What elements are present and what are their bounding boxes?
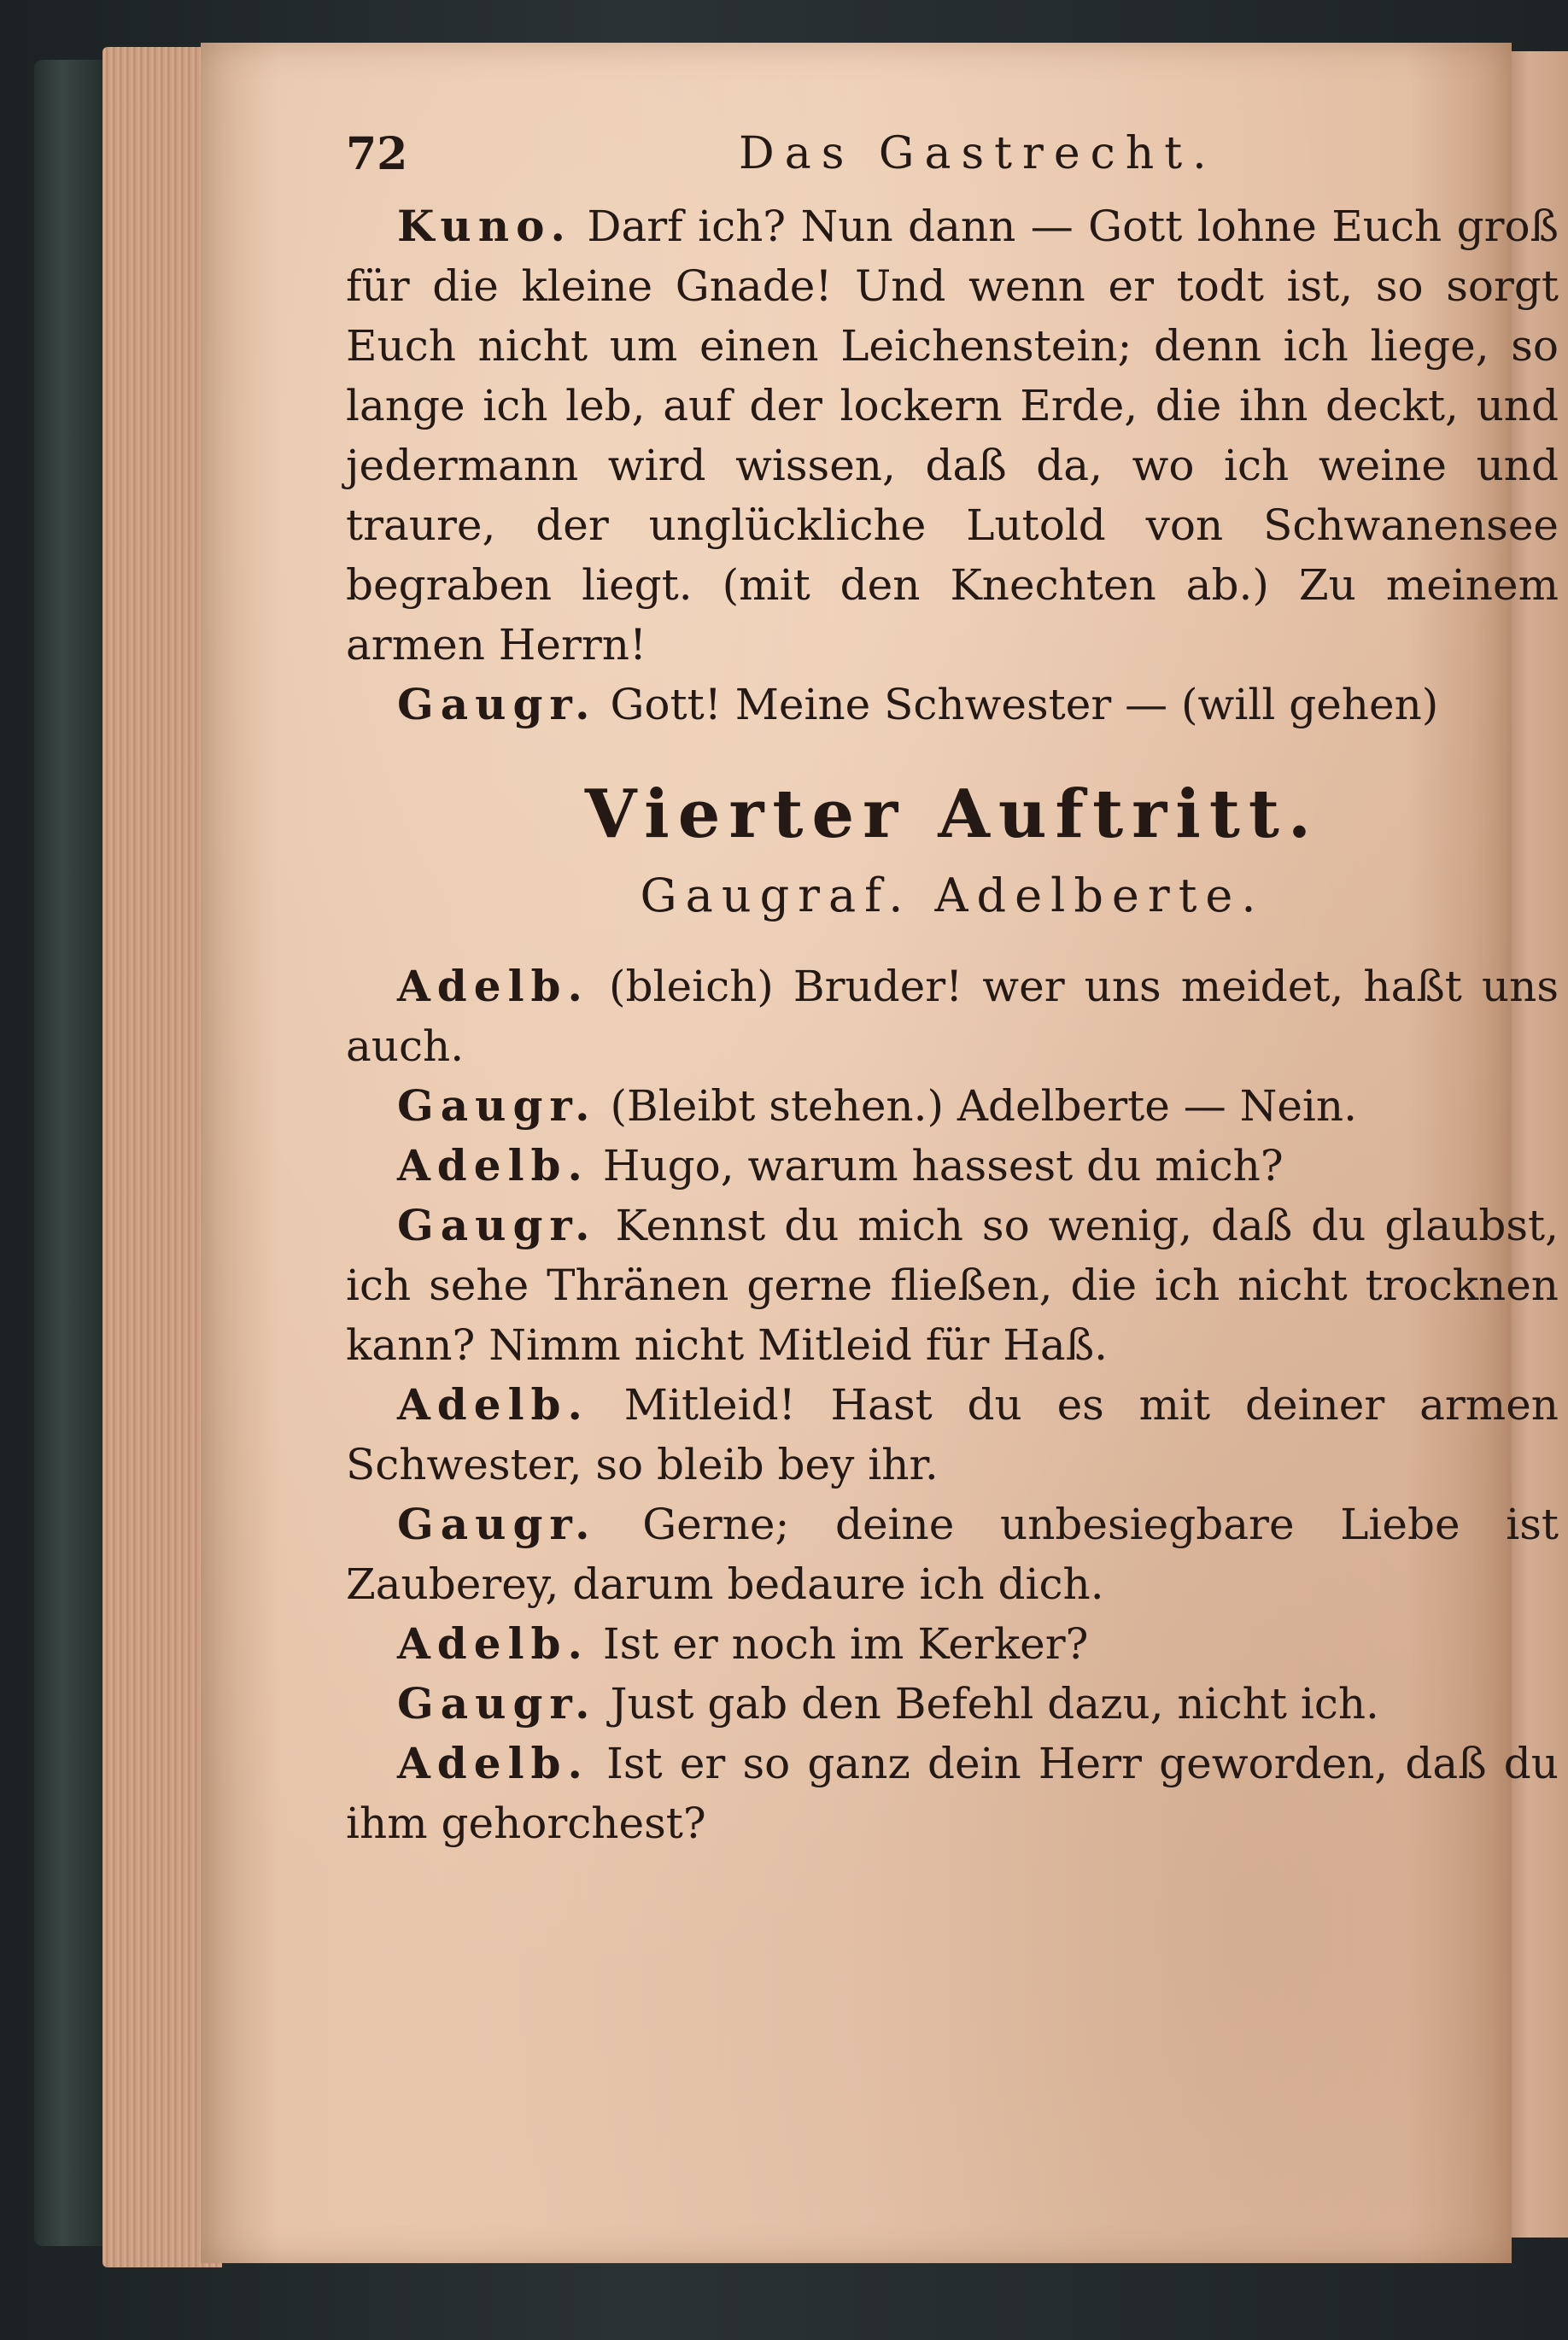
dialogue-paragraph xyxy=(346,675,1559,734)
speaker-name: Adelb. xyxy=(397,961,589,1011)
speaker-name: Gaugr. xyxy=(397,1080,597,1131)
scene-cast: Gaugraf. Adelberte. xyxy=(640,869,1265,922)
dialogue-text: Gerne; deine unbesiegbare Liebe ist Zauberey, darum bedaure ich dich. xyxy=(346,1500,1559,1609)
page-header xyxy=(346,94,1559,196)
dialogue-text: Gott! Meine Schwester — (will gehen) xyxy=(596,680,1439,729)
dialogue-paragraph xyxy=(346,1076,1559,1136)
book-page xyxy=(201,43,1559,2263)
speaker-name: Gaugr. xyxy=(397,679,597,729)
dialogue-text: Kennst du mich so wenig, daß du glaubst, ich sehe Thränen gerne fließen, die ich nicht trocknen kann? Nimm nicht Mitleid für Haß. xyxy=(346,1201,1559,1370)
dialogue-text: (Bleibt stehen.) Adelberte — Nein. xyxy=(596,1081,1358,1131)
dialogue-text: (bleich) Bruder! wer uns meidet, haßt uns auch. xyxy=(346,962,1559,1071)
dialogue-text: Mitleid! Hast du es mit deiner armen Schwester, so bleib bey ihr. xyxy=(346,1380,1559,1489)
page-text xyxy=(346,94,1559,1853)
dialogue-paragraph xyxy=(346,1674,1559,1734)
speaker-name: Gaugr. xyxy=(397,1499,597,1549)
speaker-name: Adelb. xyxy=(397,1738,589,1788)
speaker-name: Adelb. xyxy=(397,1140,589,1190)
dialogue-paragraph xyxy=(346,1136,1559,1196)
dialogue-paragraph xyxy=(346,1734,1559,1853)
speaker-name: Kuno. xyxy=(397,201,572,251)
dialogue-text: Darf ich? Nun dann — Gott lohne Euch groß für die kleine Gnade! Und wenn er todt ist, so sorgt Euch nicht um einen Leichenstein; denn ich liege, so lange ich leb, auf der lockern Erde, die ihn deckt, und jedermann wird wissen, daß da, wo ich weine und traure, der unglückliche Lutold von Schwanensee begraben liegt. (mit den Knechten ab.) Zu meinem armen Herrn! xyxy=(346,202,1559,670)
dialogue-text: Just gab den Befehl dazu, nicht ich. xyxy=(596,1679,1379,1729)
scene-title: Vierter Auftritt. xyxy=(584,775,1320,853)
dialogue-paragraph xyxy=(346,1375,1559,1495)
dialogue-paragraph xyxy=(346,1614,1559,1674)
dialogue-text: Ist er so ganz dein Herr geworden, daß du ihm gehorchest? xyxy=(346,1739,1559,1848)
dialogue-text: Ist er noch im Kerker? xyxy=(588,1619,1089,1669)
running-title: Das Gastrecht. xyxy=(739,128,1217,179)
speaker-name: Adelb. xyxy=(397,1379,589,1430)
page-number: 72 xyxy=(346,128,408,180)
dialogue-paragraph xyxy=(346,1196,1559,1375)
speaker-name: Gaugr. xyxy=(397,1200,597,1250)
dialogue-paragraph xyxy=(346,1495,1559,1614)
speaker-name: Adelb. xyxy=(397,1618,589,1669)
dialogue-paragraph xyxy=(346,956,1559,1076)
dialogue-paragraph xyxy=(346,196,1559,675)
dialogue-text: Hugo, warum hassest du mich? xyxy=(588,1141,1284,1190)
speaker-name: Gaugr. xyxy=(397,1678,597,1729)
